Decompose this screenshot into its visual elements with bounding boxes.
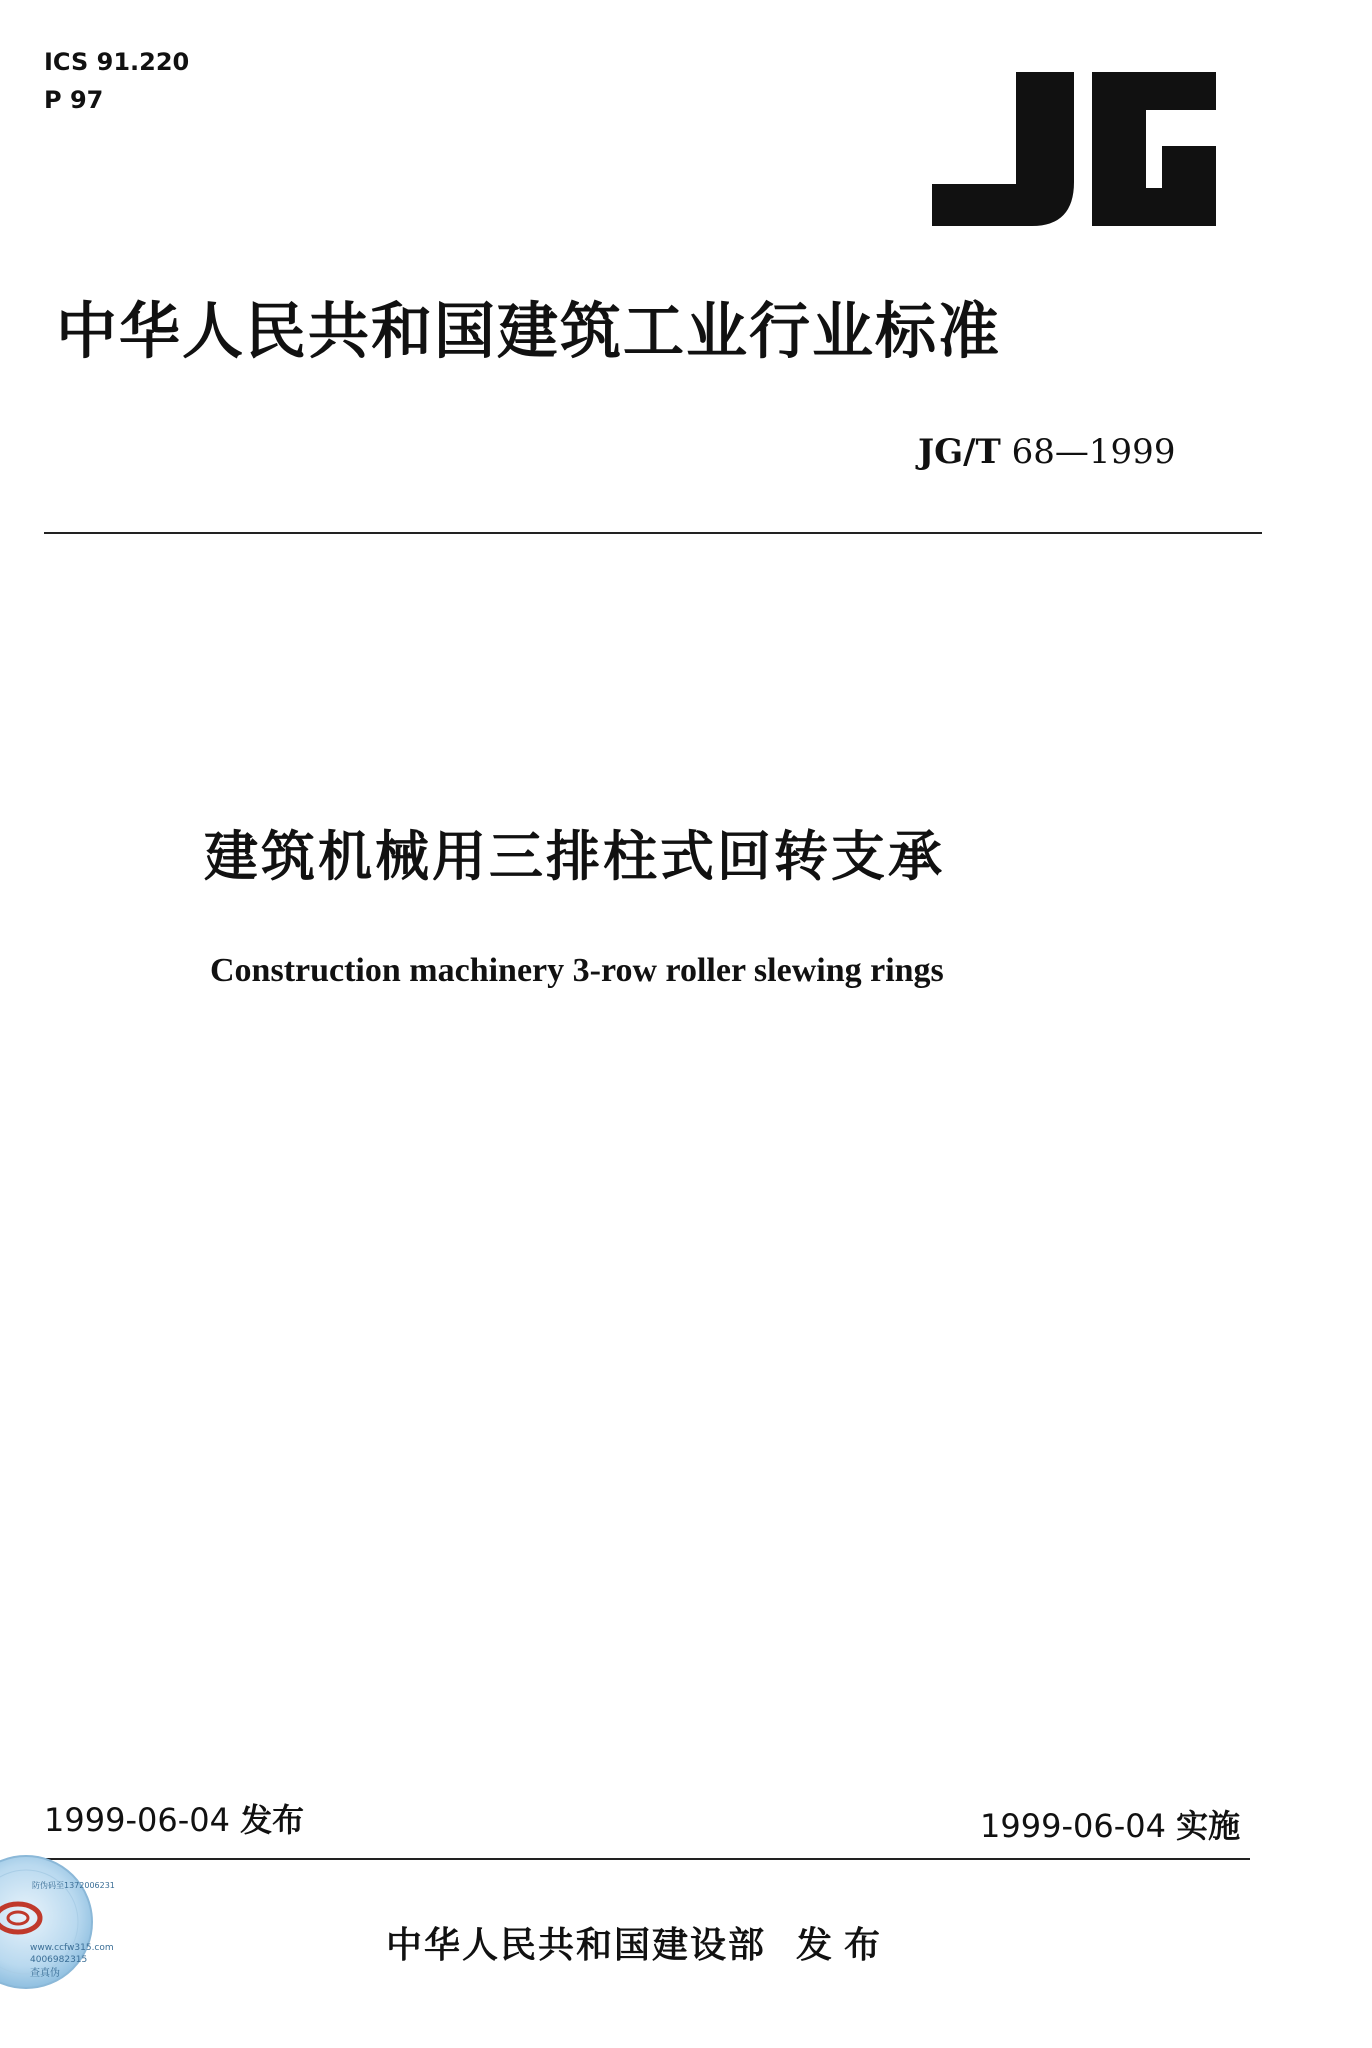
top-divider: [44, 532, 1262, 534]
document-title-en: Construction machinery 3-row roller slewing rings: [210, 952, 944, 989]
issue-date: [44, 1800, 304, 1840]
issue-date-value: 1999-06-04: [44, 1801, 230, 1839]
implementation-date-label: 实施: [1176, 1807, 1241, 1845]
seal-line-3: 4006982315: [30, 1955, 88, 1965]
seal-line-4: 查真伪: [30, 1968, 60, 1979]
issue-date-label: 发布: [240, 1801, 305, 1839]
bottom-divider: [44, 1858, 1250, 1860]
p-code: P 97: [44, 86, 104, 114]
jg-logo: [924, 72, 1224, 226]
publisher-name: 中华人民共和国建设部: [386, 1925, 767, 1966]
publisher: [386, 1924, 892, 1968]
implementation-date-value: 1999-06-04: [980, 1807, 1166, 1845]
standard-code: [918, 432, 1175, 472]
standard-code-prefix: JG/T: [918, 432, 1001, 472]
document-title-cn: 建筑机械用三排柱式回转支承: [204, 825, 945, 888]
ics-code: ICS 91.220: [44, 48, 190, 76]
seal-line-2: www.ccfw315.com: [30, 1943, 114, 1953]
implementation-date: [980, 1806, 1240, 1846]
standard-code-number: 68—1999: [1011, 432, 1176, 472]
standard-category-title: 中华人民共和国建筑工业行业标准: [56, 296, 1002, 367]
seal-line-1: 防伪码至1372006231: [32, 1881, 115, 1890]
publisher-action: 发布: [796, 1925, 893, 1966]
anti-counterfeit-seal-icon: [0, 1852, 115, 1992]
